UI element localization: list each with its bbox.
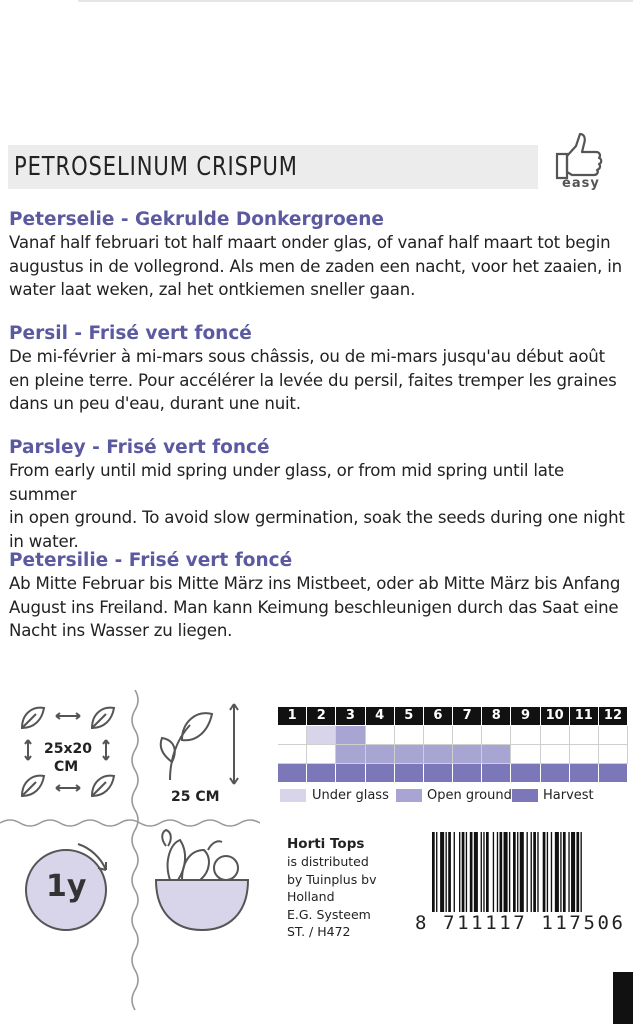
easy-label: easy [562, 176, 600, 191]
legend-swatch [512, 789, 538, 802]
calendar-cell [541, 726, 570, 745]
calendar-cell [511, 726, 540, 745]
barcode-bar [520, 832, 524, 912]
spacing-unit-label: CM [54, 759, 79, 775]
calendar-cell [570, 764, 599, 783]
calendar-cell [307, 745, 336, 764]
barcode-bar [462, 832, 465, 912]
spacing-label: 25x20 [44, 741, 92, 757]
calendar-cell [278, 745, 307, 764]
calendar-cell [336, 764, 365, 783]
barcode-bar [527, 832, 528, 912]
section-title: Parsley - Frisé vert foncé [9, 437, 270, 458]
calendar-cell [453, 726, 482, 745]
barcode-bar [454, 832, 455, 912]
calendar-cell [395, 726, 424, 745]
calendar-cell [366, 745, 395, 764]
calendar-cell [424, 745, 453, 764]
calendar-cell [278, 726, 307, 745]
calendar-month-4: 4 [366, 707, 395, 726]
barcode-bar [560, 832, 561, 912]
section-french [9, 322, 631, 416]
section-title: Persil - Frisé vert foncé [9, 323, 252, 344]
barcode-bar [531, 832, 532, 912]
barcode-bar [486, 832, 489, 912]
sowing-calendar [278, 707, 628, 783]
legend-swatch [280, 789, 306, 802]
barcode-bar [581, 832, 582, 912]
calendar-cell [307, 726, 336, 745]
calendar-cell [511, 764, 540, 783]
barcode-bar [571, 832, 575, 912]
calendar-cell [366, 764, 395, 783]
legend-swatch [396, 789, 422, 802]
barcode-bar [436, 832, 437, 912]
calendar-cell [599, 764, 628, 783]
calendar-cell [307, 764, 336, 783]
barcode-bar [513, 832, 516, 912]
barcode-bar [497, 832, 498, 912]
calendar-month-11: 11 [570, 707, 599, 726]
calendar-cell [336, 726, 365, 745]
barcode-bar [551, 832, 552, 912]
calendar-cell [599, 726, 628, 745]
calendar-cell [424, 726, 453, 745]
wavy-divider-vertical [128, 690, 142, 1020]
calendar-cell [366, 726, 395, 745]
calendar-month-12: 12 [599, 707, 628, 726]
calendar-month-6: 6 [424, 707, 453, 726]
calendar-row-harvest [278, 764, 628, 783]
barcode-bar [500, 832, 503, 912]
calendar-month-5: 5 [395, 707, 424, 726]
top-divider [78, 0, 633, 2]
calendar-cell [395, 764, 424, 783]
lifecycle-label: 1y [46, 869, 87, 904]
calendar-cell [395, 745, 424, 764]
barcode-bar [432, 832, 435, 912]
distributor-line: E.G. Systeem [287, 906, 371, 922]
section-body: Ab Mitte Februar bis Mitte März ins Mistbeet, oder ab Mitte März bis Anfang August ins Freiland. Man kann Keimung beschleunigen durch das Saat eine Nacht ins Wasser zu liegen. [9, 574, 621, 640]
calendar-cell [570, 745, 599, 764]
barcode-bar [555, 832, 559, 912]
barcode-bar [568, 832, 569, 912]
calendar-month-2: 2 [307, 707, 336, 726]
plant-height-icon [150, 700, 250, 790]
calendar-month-10: 10 [541, 707, 570, 726]
barcode-bar [481, 832, 482, 912]
calendar-cell [511, 745, 540, 764]
calendar-cell [453, 764, 482, 783]
harvest-basket-icon [148, 826, 258, 936]
calendar-month-7: 7 [453, 707, 482, 726]
calendar-month-header [278, 707, 628, 726]
calendar-cell [541, 745, 570, 764]
barcode-bar [517, 832, 518, 912]
legend-label: Under glass [312, 788, 389, 803]
barcode-bar [470, 832, 473, 912]
barcode-bar [504, 832, 508, 912]
calendar-row-open-ground [278, 745, 628, 764]
barcode-bar [509, 832, 510, 912]
calendar-cell [424, 764, 453, 783]
calendar-cell [482, 745, 511, 764]
calendar-cell [482, 726, 511, 745]
barcode-bar [483, 832, 484, 912]
barcode-bar [459, 832, 460, 912]
distributor-line: Holland [287, 889, 335, 905]
calendar-row-under-glass [278, 726, 628, 745]
calendar-month-8: 8 [482, 707, 511, 726]
barcode-bar [493, 832, 494, 912]
section-body: De mi-février à mi-mars sous châssis, ou de mi-mars jusqu'au début août en pleine terre. Pour accélérer la levée du persil, faites tremper les graines dans un peu d'eau, durant une nuit. [9, 347, 617, 413]
barcode-bar [448, 832, 451, 912]
distributor-line: by Tuinplus bv [287, 871, 377, 887]
calendar-cell [336, 745, 365, 764]
barcode-bar [474, 832, 478, 912]
section-title: Peterselie - Gekrulde Donkergroene [9, 209, 384, 230]
calendar-month-9: 9 [511, 707, 540, 726]
calendar-cell [570, 726, 599, 745]
section-german [9, 549, 631, 643]
brand-name: Horti Tops [287, 836, 365, 852]
legend-label: Harvest [543, 788, 594, 803]
barcode-bar [563, 832, 566, 912]
distributor-info [287, 836, 377, 940]
calendar-cell [278, 764, 307, 783]
legend-label: Open ground [427, 788, 512, 803]
section-dutch [9, 208, 631, 302]
section-body: Vanaf half februari tot half maart onder glas, of vanaf half maart tot begin augustus in de vollegrond. Als men de zaden een nacht, voor het zaaien, in water laat weken, zal het ontkiemen sneller gaan. [9, 233, 622, 299]
latin-name: PETROSELINUM CRISPUM [14, 152, 298, 182]
calendar-month-3: 3 [336, 707, 365, 726]
calendar-month-1: 1 [278, 707, 307, 726]
barcode-number: 8 711117 117506 [415, 912, 626, 934]
section-title: Petersilie - Frisé vert foncé [9, 550, 293, 571]
distributor-line: ST. / H472 [287, 924, 351, 940]
barcode-bar [543, 832, 546, 912]
barcode-bar [466, 832, 467, 912]
barcode-bar [446, 832, 447, 912]
edge-mark [613, 972, 633, 1024]
calendar-cell [453, 745, 482, 764]
section-body: From early until mid spring under glass, or from mid spring until late summer in open ground. To avoid slow germination, soak the seeds during one night in water. [9, 461, 625, 551]
barcode-bar [547, 832, 548, 912]
barcode-bar [440, 832, 444, 912]
calendar-cell [599, 745, 628, 764]
barcode-bar [533, 832, 536, 912]
barcode-bar [537, 832, 538, 912]
section-english [9, 436, 631, 553]
calendar-cell [541, 764, 570, 783]
calendar-cell [482, 764, 511, 783]
barcode-bar [576, 832, 579, 912]
distributor-line: is distributed [287, 854, 369, 870]
barcode [432, 832, 628, 912]
height-label: 25 CM [171, 789, 220, 805]
